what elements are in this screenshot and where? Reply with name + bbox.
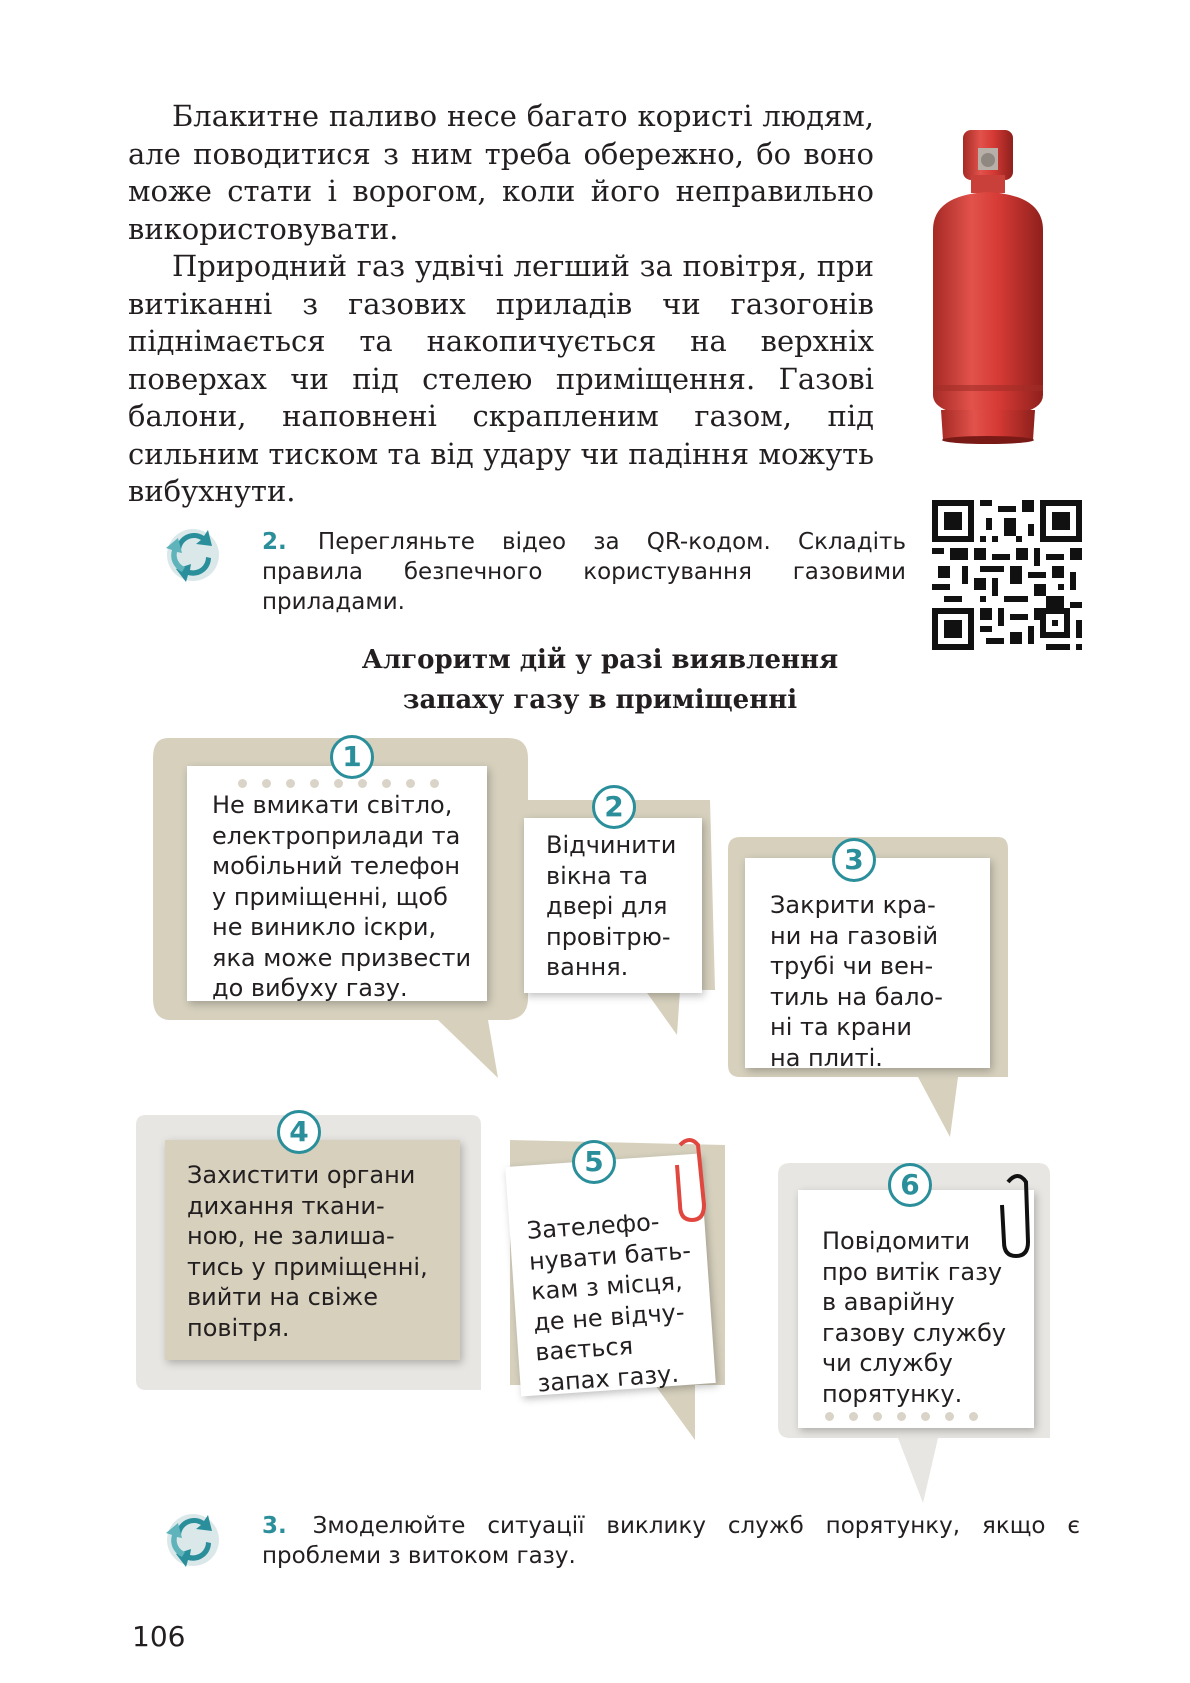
page-number: 106 bbox=[132, 1620, 186, 1653]
step-5-text: Зателефо- нувати бать- кам з місця, де не відчу- вається запах газу. bbox=[525, 1207, 692, 1397]
recycle-arrows-icon bbox=[158, 520, 228, 590]
step-3-text: Закрити кра- ни на газовій трубі чи вен- тиль на бало- ні та крани на плиті. bbox=[770, 891, 943, 1072]
step-1-badge: 1 bbox=[330, 735, 374, 779]
step-2-text: Відчинити вікна та двері для провітрю- вання. bbox=[546, 831, 677, 981]
step-6-badge: 6 bbox=[888, 1163, 932, 1207]
task-3-text: Змоделюйте ситуації виклику служб порятунку, якщо є проблеми з витоком газу. bbox=[262, 1513, 1080, 1569]
intro-paragraph-2: Природний газ удвічі легший за повітря, при витіканні з газових приладів чи газогонів піднімається та накопичується на верхніх поверхах чи під стелею приміщення. Газові балони, наповнені скрапленим газом, під сильним тиском та від удару чи падіння можуть вибухнути. bbox=[128, 249, 874, 508]
qr-code-icon[interactable] bbox=[932, 500, 1082, 650]
recycle-arrows-icon bbox=[158, 1505, 228, 1575]
task-2-number: 2. bbox=[262, 529, 287, 555]
step-1-text: Не вмикати світло, електроприлади та мобільний телефон у приміщенні, щоб не виникло іскри, яка може призвести до вибуху газу. bbox=[212, 791, 472, 1002]
algorithm-title bbox=[300, 640, 900, 720]
task-3-number: 3. bbox=[262, 1513, 287, 1539]
step-2-badge: 2 bbox=[592, 785, 636, 829]
intro-paragraph-1: Блакитне паливо несе багато користі людям, але поводитися з ним треба обережно, бо воно може стати і ворогом, коли його неправильно використовувати. bbox=[128, 99, 874, 246]
task-2 bbox=[262, 527, 906, 617]
step-4-text: Захистити органи дихання ткани- ною, не залиша- тись у приміщенні, вийти на свіже повітря. bbox=[187, 1161, 428, 1342]
task-3 bbox=[262, 1511, 1080, 1571]
step-4-badge: 4 bbox=[277, 1110, 321, 1154]
gas-cylinder-icon bbox=[923, 130, 1053, 445]
step-5-badge: 5 bbox=[572, 1140, 616, 1184]
step-6-text: Повідомити про витік газу в аварійну газову службу чи службу порятунку. bbox=[822, 1227, 1007, 1408]
algorithm-title-text: Алгоритм дій у разі виявлення запаху газу в приміщенні bbox=[361, 645, 839, 715]
note-6-holes bbox=[825, 1408, 993, 1418]
step-3-badge: 3 bbox=[832, 838, 876, 882]
task-2-text: Перегляньте відео за QR-кодом. Складіть правила безпечного користування газовими приладами. bbox=[262, 529, 906, 615]
